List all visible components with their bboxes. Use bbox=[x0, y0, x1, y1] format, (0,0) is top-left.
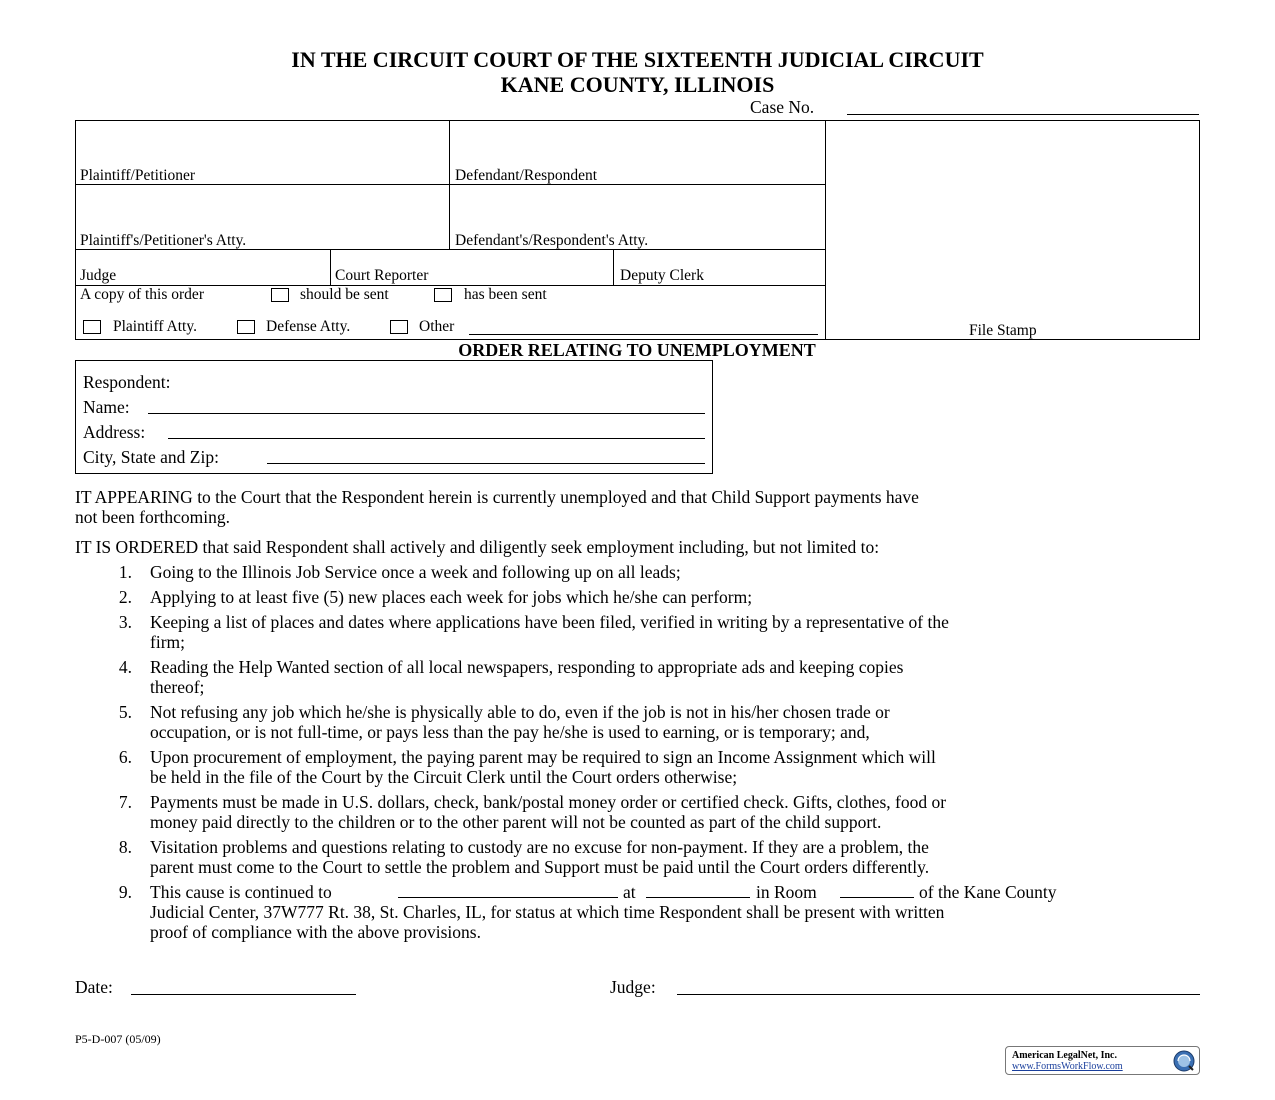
list-item: Visitation problems and questions relating to custody are no excuse for non-payment. If they are a problem, the bbox=[150, 837, 929, 857]
appearing-paragraph-line1: IT APPEARING to the Court that the Respondent herein is currently unemployed and that Child Support payments have bbox=[75, 487, 919, 507]
file-stamp-box bbox=[825, 120, 1200, 340]
item-number: 8. bbox=[118, 837, 132, 857]
name-field[interactable] bbox=[148, 413, 705, 414]
at-label: at bbox=[623, 882, 636, 902]
continued-to-label: This cause is continued to bbox=[150, 882, 332, 902]
name-label: Name: bbox=[83, 397, 130, 417]
county-heading: KANE COUNTY, ILLINOIS bbox=[500, 72, 775, 97]
list-item-continued: parent must come to the Court to settle the problem and Support must be paid until the Court orders differently. bbox=[150, 857, 930, 877]
plaintiff-atty-checkbox[interactable] bbox=[83, 320, 101, 334]
judge-signature-field[interactable] bbox=[677, 994, 1200, 995]
other-checkbox[interactable] bbox=[390, 320, 408, 334]
judge-label: Judge bbox=[80, 267, 117, 284]
kane-county-label: of the Kane County bbox=[919, 882, 1057, 902]
list-item-continued: proof of compliance with the above provisions. bbox=[150, 922, 481, 942]
judge-signature-label: Judge: bbox=[610, 977, 656, 997]
list-item-continued: occupation, or is not full-time, or pays less than the pay he/she is used to earning, or is temporary; and, bbox=[150, 722, 870, 742]
item-number: 7. bbox=[118, 792, 132, 812]
plaintiff-label: Plaintiff/Petitioner bbox=[80, 167, 196, 184]
other-field[interactable] bbox=[469, 334, 818, 335]
item-number: 4. bbox=[118, 657, 132, 677]
court-reporter-label: Court Reporter bbox=[335, 267, 429, 284]
date-label: Date: bbox=[75, 977, 113, 997]
list-item-continued: Judicial Center, 37W777 Rt. 38, St. Charles, IL, for status at which time Respondent shall be present with written bbox=[150, 902, 945, 922]
divider bbox=[613, 249, 614, 285]
item-number: 6. bbox=[118, 747, 132, 767]
has-been-sent-label: has been sent bbox=[464, 286, 547, 303]
divider bbox=[330, 249, 331, 285]
order-title: ORDER RELATING TO UNEMPLOYMENT bbox=[458, 340, 816, 360]
deputy-clerk-label: Deputy Clerk bbox=[620, 267, 704, 284]
divider bbox=[449, 120, 450, 250]
item-number: 3. bbox=[118, 612, 132, 632]
globe-icon bbox=[1172, 1049, 1196, 1073]
vendor-name: American LegalNet, Inc. bbox=[1012, 1050, 1117, 1061]
ordered-paragraph: IT IS ORDERED that said Respondent shall actively and diligently seek employment including, but not limited to: bbox=[75, 537, 880, 557]
plaintiff-atty-check-label: Plaintiff Atty. bbox=[113, 318, 197, 335]
item-number: 5. bbox=[118, 702, 132, 722]
list-item-continued: firm; bbox=[150, 632, 185, 652]
other-check-label: Other bbox=[419, 318, 455, 335]
item-number: 1. bbox=[118, 562, 132, 582]
appearing-paragraph-line2: not been forthcoming. bbox=[75, 507, 231, 527]
defense-atty-check-label: Defense Atty. bbox=[266, 318, 351, 335]
should-be-sent-checkbox[interactable] bbox=[271, 288, 289, 302]
file-stamp-label: File Stamp bbox=[969, 322, 1037, 339]
list-item: Upon procurement of employment, the paying parent may be required to sign an Income Assignment which will bbox=[150, 747, 936, 767]
caption-box bbox=[75, 120, 826, 340]
defendant-atty-label: Defendant's/Respondent's Atty. bbox=[455, 232, 649, 249]
continued-date-field[interactable] bbox=[398, 897, 618, 898]
court-heading: IN THE CIRCUIT COURT OF THE SIXTEENTH JUDICIAL CIRCUIT bbox=[291, 47, 984, 72]
address-label: Address: bbox=[83, 422, 146, 442]
list-item: Reading the Help Wanted section of all local newspapers, responding to appropriate ads and keeping copies bbox=[150, 657, 904, 677]
city-state-zip-field[interactable] bbox=[267, 463, 705, 464]
city-state-zip-label: City, State and Zip: bbox=[83, 447, 219, 467]
copy-order-label: A copy of this order bbox=[80, 286, 204, 303]
vendor-link[interactable]: www.FormsWorkFlow.com bbox=[1012, 1061, 1123, 1072]
defendant-label: Defendant/Respondent bbox=[455, 167, 598, 184]
list-item: Payments must be made in U.S. dollars, check, bank/postal money order or certified check. Gifts, clothes, food or bbox=[150, 792, 947, 812]
item-number: 2. bbox=[118, 587, 132, 607]
list-item-continued: thereof; bbox=[150, 677, 205, 697]
room-number-field[interactable] bbox=[840, 897, 914, 898]
continued-time-field[interactable] bbox=[646, 897, 750, 898]
list-item: Keeping a list of places and dates where applications have been filed, verified in writing by a representative of the bbox=[150, 612, 949, 632]
list-item-continued: money paid directly to the children or to the other parent will not be counted as part of the child support. bbox=[150, 812, 882, 832]
date-field[interactable] bbox=[131, 994, 356, 995]
list-item: Going to the Illinois Job Service once a week and following up on all leads; bbox=[150, 562, 681, 582]
defense-atty-checkbox[interactable] bbox=[237, 320, 255, 334]
case-no-label: Case No. bbox=[750, 97, 815, 117]
vendor-logo bbox=[1005, 1046, 1200, 1075]
list-item: Applying to at least five (5) new places each week for jobs which he/she can perform; bbox=[150, 587, 753, 607]
should-be-sent-label: should be sent bbox=[300, 286, 389, 303]
list-item: Not refusing any job which he/she is physically able to do, even if the job is not in his/her chosen trade or bbox=[150, 702, 890, 722]
respondent-heading: Respondent: bbox=[83, 372, 171, 392]
case-no-field[interactable] bbox=[847, 114, 1199, 115]
form-code: P5-D-007 (05/09) bbox=[75, 1032, 161, 1046]
list-item-continued: be held in the file of the Court by the Circuit Clerk until the Court orders otherwise; bbox=[150, 767, 738, 787]
item-number: 9. bbox=[118, 882, 132, 902]
in-room-label: in Room bbox=[756, 882, 817, 902]
address-field[interactable] bbox=[168, 438, 705, 439]
has-been-sent-checkbox[interactable] bbox=[434, 288, 452, 302]
plaintiff-atty-label: Plaintiff's/Petitioner's Atty. bbox=[80, 232, 247, 249]
